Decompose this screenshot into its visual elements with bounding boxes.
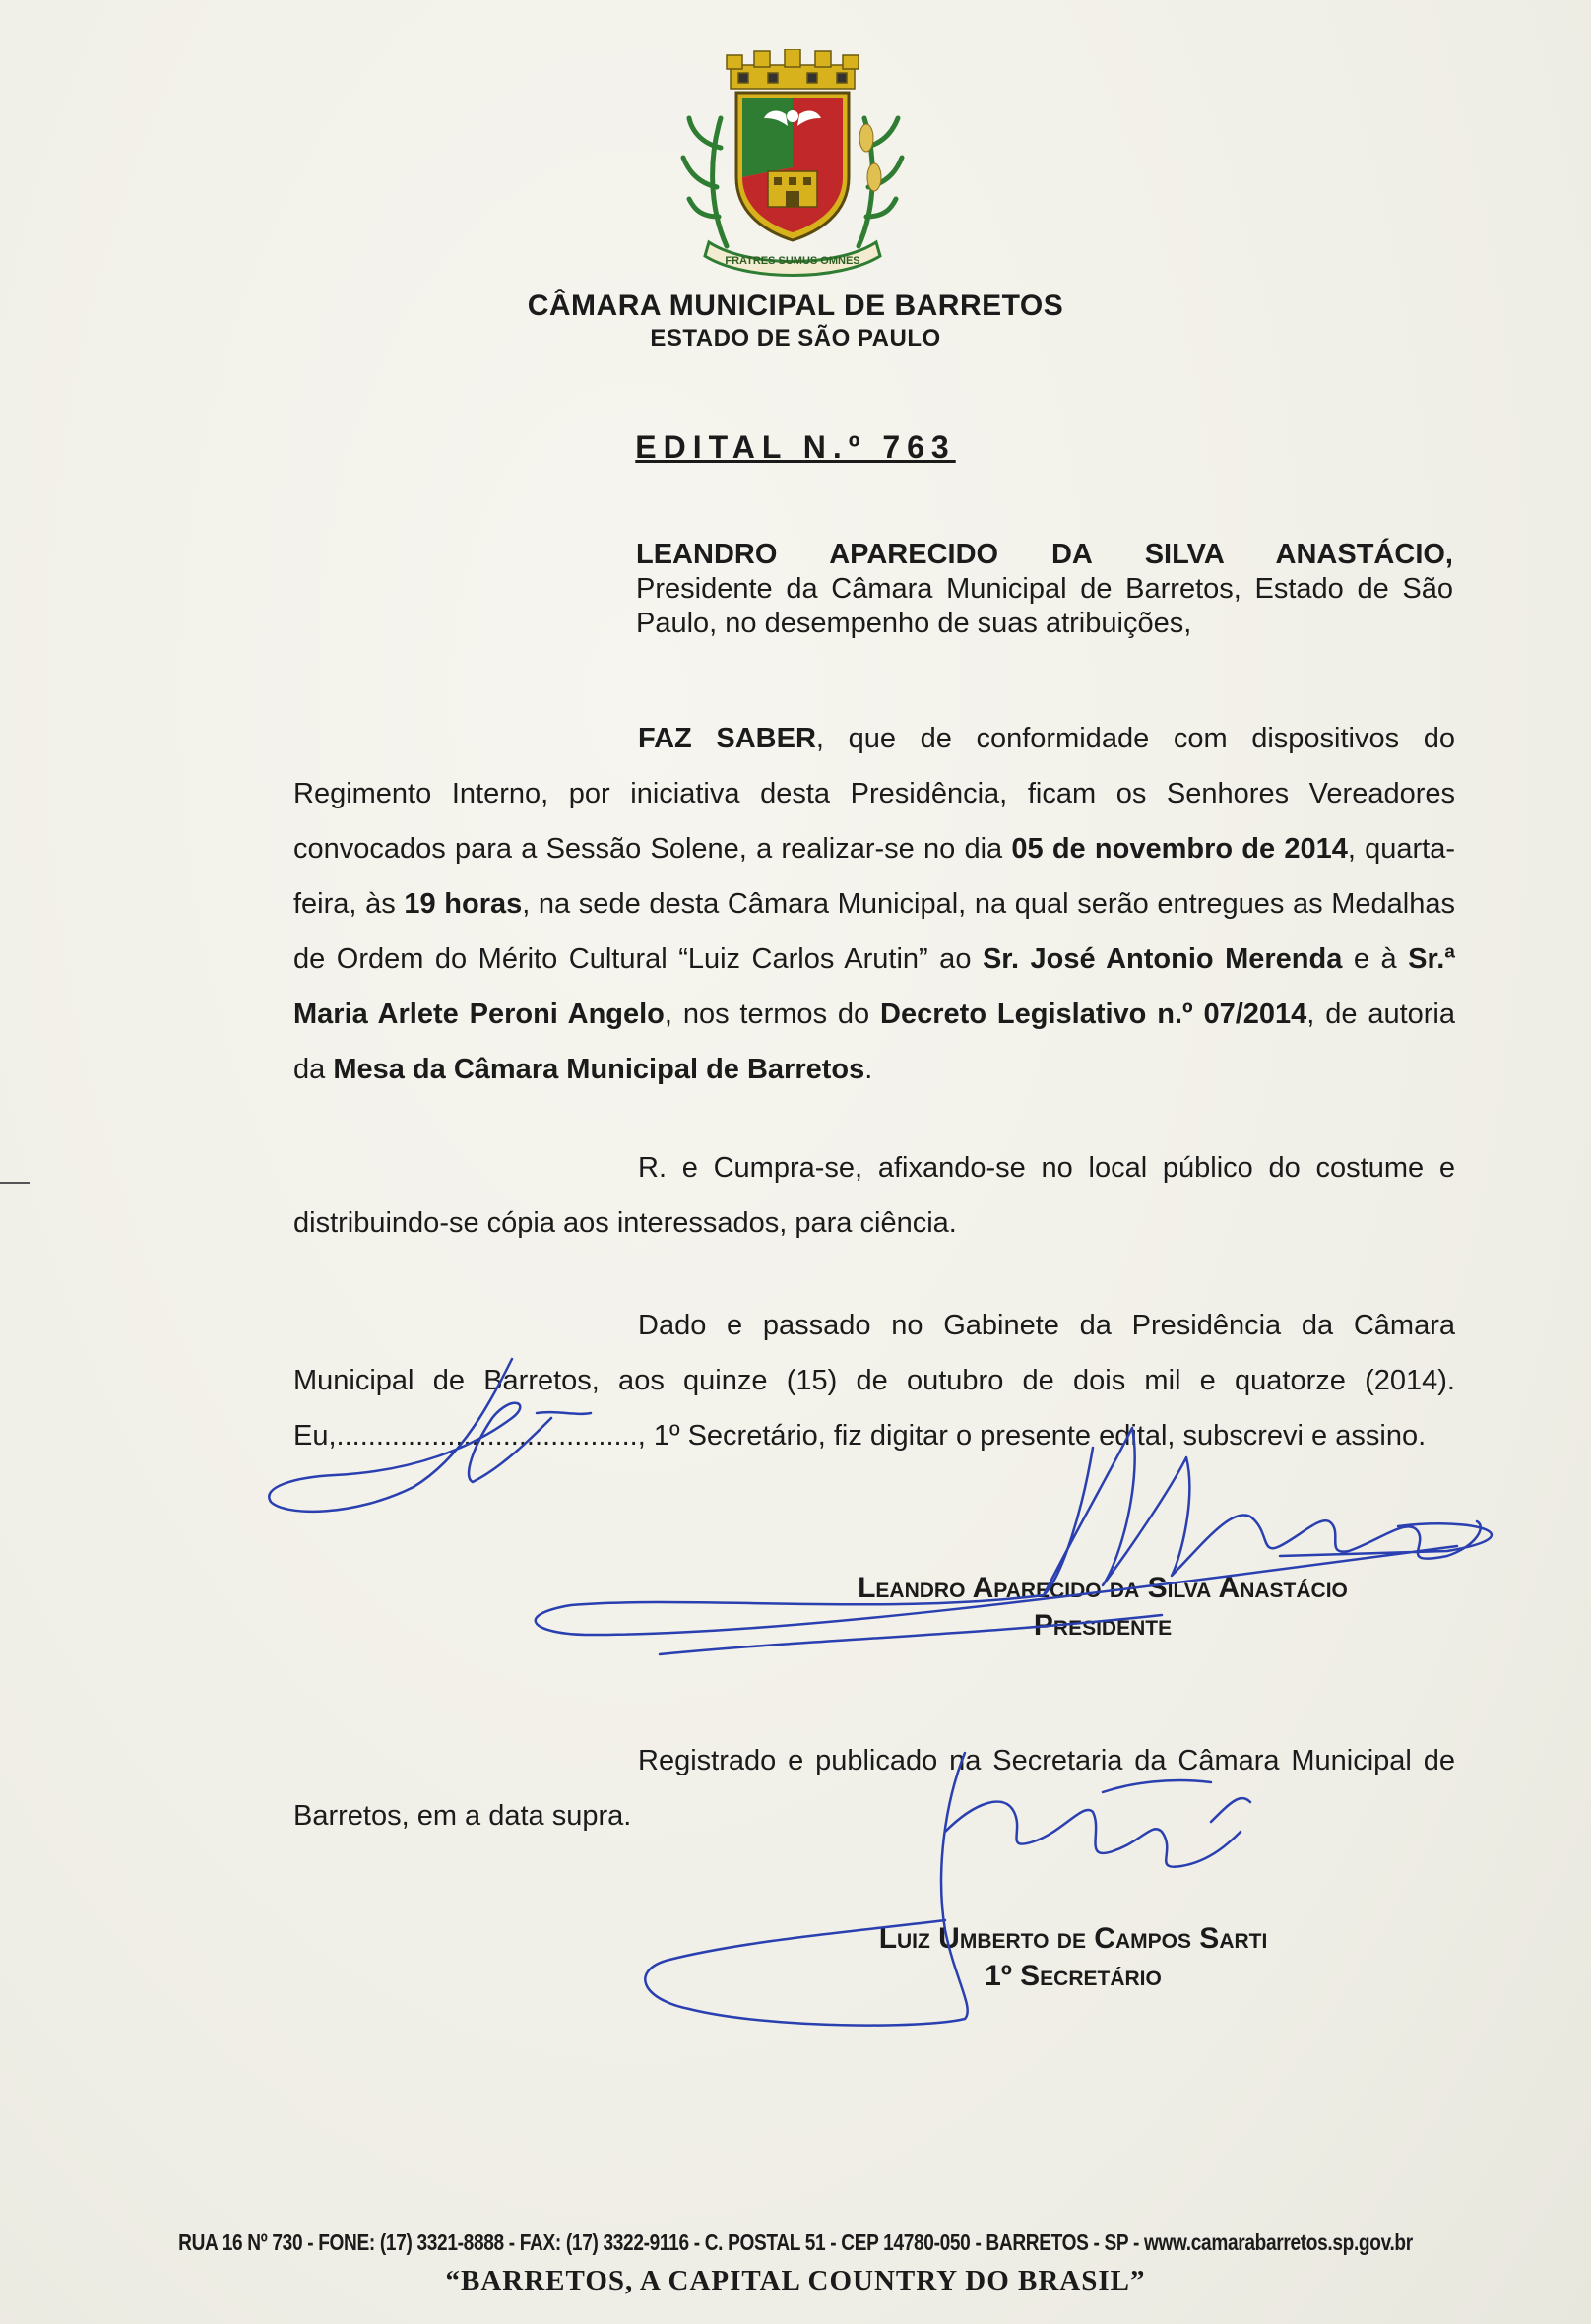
president-signature-block bbox=[768, 1570, 1437, 1645]
faz-text-2: , quarta-feira, às bbox=[293, 833, 1456, 920]
organization-state: ESTADO DE SÃO PAULO bbox=[650, 325, 941, 352]
dado-text: Dado e passado no Gabinete da Presidência da Câmara Municipal de Barretos, aos quinze (15) de outubro de dois mil e quatorze (2014). Eu,......................................, 1º Secretário, fiz digitar o presente edital, subscrevi e assino. bbox=[293, 1310, 1455, 1452]
shield-icon bbox=[736, 93, 849, 240]
plant-left-icon bbox=[683, 118, 727, 246]
cumpra-text: R. e Cumpra-se, afixando-se no local público do costume e distribuindo-se cópia aos interessados, para ciência. bbox=[293, 1152, 1455, 1239]
faz-text-4: e à bbox=[1342, 943, 1409, 975]
decree-author: Mesa da Câmara Municipal de Barretos bbox=[333, 1054, 865, 1085]
president-signature-name: Leandro Aparecido da Silva Anastácio bbox=[858, 1572, 1348, 1604]
session-date: 05 de novembro de 2014 bbox=[1011, 833, 1348, 865]
faz-text-7: . bbox=[864, 1054, 873, 1085]
footer-address: RUA 16 Nº 730 - FONE: (17) 3321-8888 - FAX: (17) 3322-9116 - C. POSTAL 51 - CEP 14780-050 - BARRETOS - SP - www.camarabarretos.sp.gov.br bbox=[178, 2229, 1413, 2255]
faz-saber-lead: FAZ SABER bbox=[638, 723, 816, 754]
faz-text-5: , nos termos do bbox=[664, 999, 881, 1030]
faz-text-3: , na sede desta Câmara Municipal, na qual serão entregues as Medalhas de Ordem do Mérito Cultural “Luiz Carlos Arutin” ao bbox=[293, 888, 1455, 975]
faz-text-1: , que de conformidade com dispositivos do Regimento Interno, por iniciativa desta Presidência, ficam os Senhores Vereadores convocados para a Sessão Solene, a realizar-se no dia bbox=[293, 723, 1456, 865]
motto-ribbon-icon bbox=[705, 242, 880, 276]
president-intro bbox=[636, 538, 1453, 641]
session-time: 19 horas bbox=[404, 888, 523, 920]
president-name: LEANDRO APARECIDO DA SILVA ANASTÁCIO, bbox=[636, 539, 1453, 570]
organization-name: CÂMARA MUNICIPAL DE BARRETOS bbox=[527, 290, 1064, 322]
faz-saber-paragraph bbox=[293, 711, 1455, 1097]
registrado-text: Registrado e publicado na Secretaria da Câmara Municipal de Barretos, em a data supra. bbox=[293, 1745, 1455, 1832]
footer-motto: “BARRETOS, A CAPITAL COUNTRY DO BRASIL” bbox=[445, 2265, 1146, 2296]
president-signature-role: Presidente bbox=[1033, 1609, 1173, 1642]
secretary-signature-role: 1º Secretário bbox=[985, 1960, 1162, 1992]
secretary-signature-name: Luiz Umberto de Campos Sarti bbox=[878, 1922, 1268, 1955]
margin-mark bbox=[0, 1182, 30, 1184]
faz-text-6: , de autoria da bbox=[293, 999, 1455, 1085]
dado-paragraph bbox=[293, 1298, 1455, 1463]
honoree-1: Sr. José Antonio Merenda bbox=[982, 943, 1343, 975]
coat-of-arms-icon bbox=[669, 49, 916, 286]
document-title: EDITAL N.º 763 bbox=[635, 429, 956, 465]
registrado-paragraph bbox=[293, 1733, 1455, 1843]
secretary-signature-block bbox=[817, 1920, 1329, 1995]
crown-icon bbox=[727, 49, 859, 89]
president-role: Presidente da Câmara Municipal de Barretos, Estado de São Paulo, no desempenho de suas atribuições, bbox=[636, 573, 1453, 639]
honoree-2: Sr.ª Maria Arlete Peroni Angelo bbox=[293, 943, 1455, 1030]
cumpra-paragraph bbox=[293, 1140, 1455, 1251]
decree-reference: Decreto Legislativo n.º 07/2014 bbox=[880, 999, 1307, 1030]
seal-motto-text: FRATRES SUMUS OMNES bbox=[725, 255, 860, 267]
